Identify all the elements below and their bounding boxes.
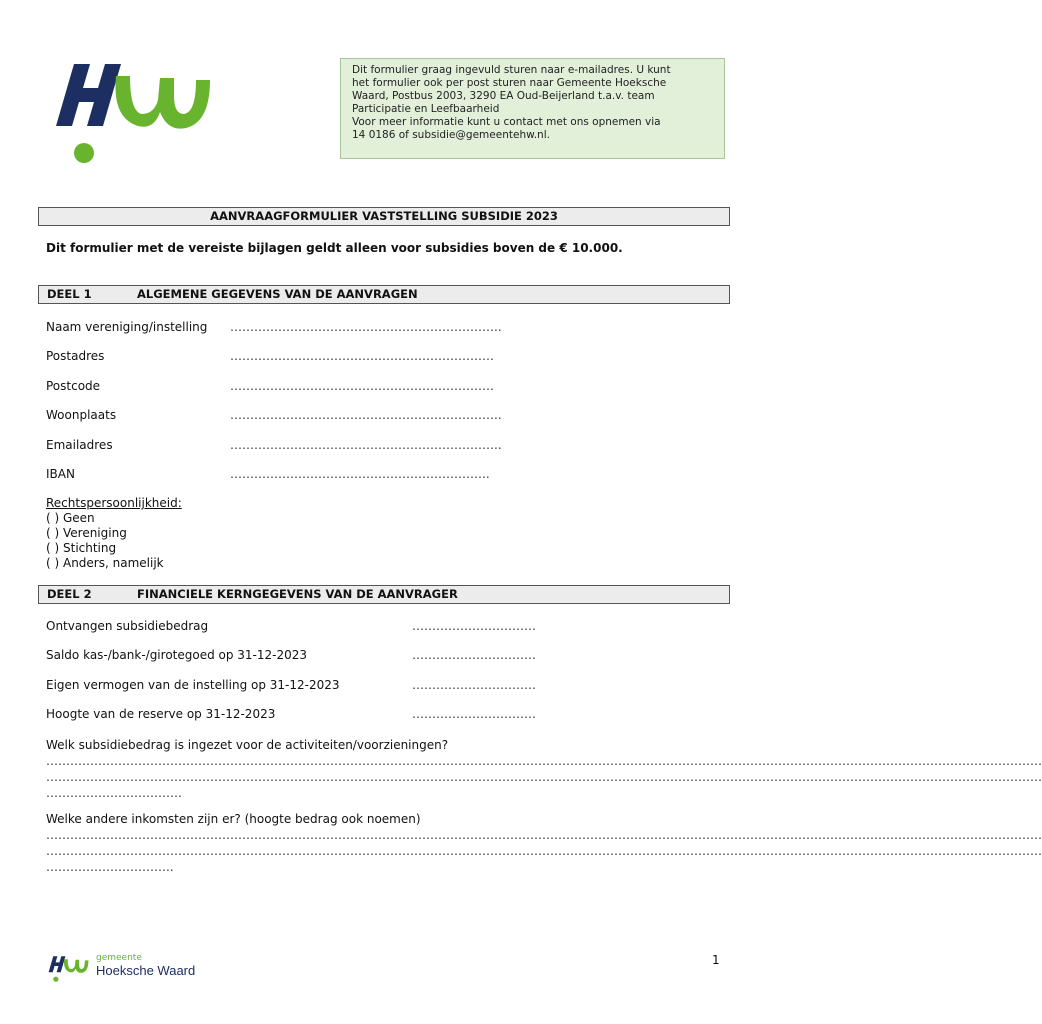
field-dots[interactable]: ………………………………………………………….. <box>230 408 502 422</box>
field-ontvangen-subsidie[interactable] <box>46 619 726 635</box>
field-eigen-vermogen[interactable] <box>46 678 726 694</box>
info-line: Dit formulier graag ingevuld sturen naar e-mailadres. U kunt <box>352 64 671 76</box>
field-label: Postcode <box>46 379 101 393</box>
page-number: 1 <box>712 953 720 967</box>
field-label: Emailadres <box>46 438 113 452</box>
field-label: Saldo kas-/bank-/girotegoed op 31-12-2023 <box>46 648 308 662</box>
info-line: 14 0186 of subsidie@gemeentehw.nl. <box>352 129 550 141</box>
info-line: Participatie en Leefbaarheid <box>352 103 500 115</box>
section-number: DEEL 2 <box>47 587 92 601</box>
form-note: Dit formulier met de vereiste bijlagen geldt alleen voor subsidies boven de € 10.000. <box>46 241 623 255</box>
footer-hw-logo-graphic <box>46 954 90 984</box>
field-emailadres[interactable] <box>46 438 726 454</box>
answer-line[interactable]: …………………………………………………………………………………………………………………………………………………………………………………………………………………………… <box>46 828 1042 842</box>
footer-logo <box>46 952 206 984</box>
field-dots[interactable]: …………………………. <box>412 678 536 692</box>
answer-line[interactable]: ……………………………. <box>46 786 182 800</box>
contact-info-box <box>340 58 725 159</box>
hw-logo <box>46 56 216 171</box>
footer-gemeente-name: Hoeksche Waard <box>96 963 196 978</box>
question-andere-inkomsten <box>46 811 1042 875</box>
question-subsidiebedrag <box>46 737 1042 801</box>
field-saldo[interactable] <box>46 648 726 664</box>
field-label: IBAN <box>46 467 75 481</box>
field-hoogte-reserve[interactable] <box>46 707 726 723</box>
radio-option-stichting[interactable]: ( ) Stichting <box>46 541 117 555</box>
answer-line[interactable]: …………………………………………………………………………………………………………………………………………………………………………………………………………………………… <box>46 844 1042 858</box>
field-dots[interactable]: ………………………………………………………….. <box>230 320 502 334</box>
info-line: Voor meer informatie kunt u contact met ons opnemen via <box>352 116 661 128</box>
section-header-deel-2 <box>38 585 730 604</box>
rechtspersoonlijkheid-group <box>46 496 182 571</box>
field-postcode[interactable] <box>46 379 726 395</box>
section-title: FINANCIELE KERNGEGEVENS VAN DE AANVRAGER <box>137 587 458 601</box>
rechtspersoonlijkheid-heading: Rechtspersoonlijkheid: <box>46 496 182 510</box>
answer-line[interactable]: ………………………….. <box>46 860 174 874</box>
answer-line[interactable]: …………………………………………………………………………………………………………………………………………………………………………………………………………………………… <box>46 754 1042 768</box>
field-postadres[interactable] <box>46 349 726 365</box>
field-dots[interactable]: ………………………………………………………….. <box>230 438 502 452</box>
field-woonplaats[interactable] <box>46 408 726 424</box>
field-label: Woonplaats <box>46 408 117 422</box>
field-dots[interactable]: ………………………………………………………… <box>230 379 494 393</box>
field-label: Eigen vermogen van de instelling op 31-12-2023 <box>46 678 340 692</box>
section-title: ALGEMENE GEGEVENS VAN DE AANVRAGEN <box>137 287 418 301</box>
field-label: Ontvangen subsidiebedrag <box>46 619 209 633</box>
section-number: DEEL 1 <box>47 287 92 301</box>
radio-option-vereniging[interactable]: ( ) Vereniging <box>46 526 127 540</box>
field-dots[interactable]: ………………………………………………………… <box>230 349 494 363</box>
info-line: het formulier ook per post sturen naar Gemeente Hoeksche <box>352 77 667 89</box>
hw-logo-graphic <box>46 56 216 171</box>
radio-option-anders[interactable]: ( ) Anders, namelijk <box>46 556 164 570</box>
field-dots[interactable]: ……………………………………………………….. <box>230 467 490 481</box>
footer-gemeente-label: gemeente <box>96 953 142 963</box>
question-text: Welk subsidiebedrag is ingezet voor de activiteiten/voorzieningen? <box>46 738 449 752</box>
field-label: Hoogte van de reserve op 31-12-2023 <box>46 707 276 721</box>
info-line: Waard, Postbus 2003, 3290 EA Oud-Beijerland t.a.v. team <box>352 90 655 102</box>
field-dots[interactable]: …………………………. <box>412 619 536 633</box>
field-label: Postadres <box>46 349 105 363</box>
question-text: Welke andere inkomsten zijn er? (hoogte bedrag ook noemen) <box>46 812 421 826</box>
field-dots[interactable]: …………………………. <box>412 648 536 662</box>
answer-line[interactable]: …………………………………………………………………………………………………………………………………………………………………………………………………………………………… <box>46 770 1042 784</box>
radio-option-geen[interactable]: ( ) Geen <box>46 511 95 525</box>
field-iban[interactable] <box>46 467 726 483</box>
field-label: Naam vereniging/instelling <box>46 320 208 334</box>
field-dots[interactable]: …………………………. <box>412 707 536 721</box>
field-naam[interactable] <box>46 320 726 336</box>
form-title: AANVRAAGFORMULIER VASTSTELLING SUBSIDIE 2023 <box>38 207 730 226</box>
section-header-deel-1 <box>38 285 730 304</box>
